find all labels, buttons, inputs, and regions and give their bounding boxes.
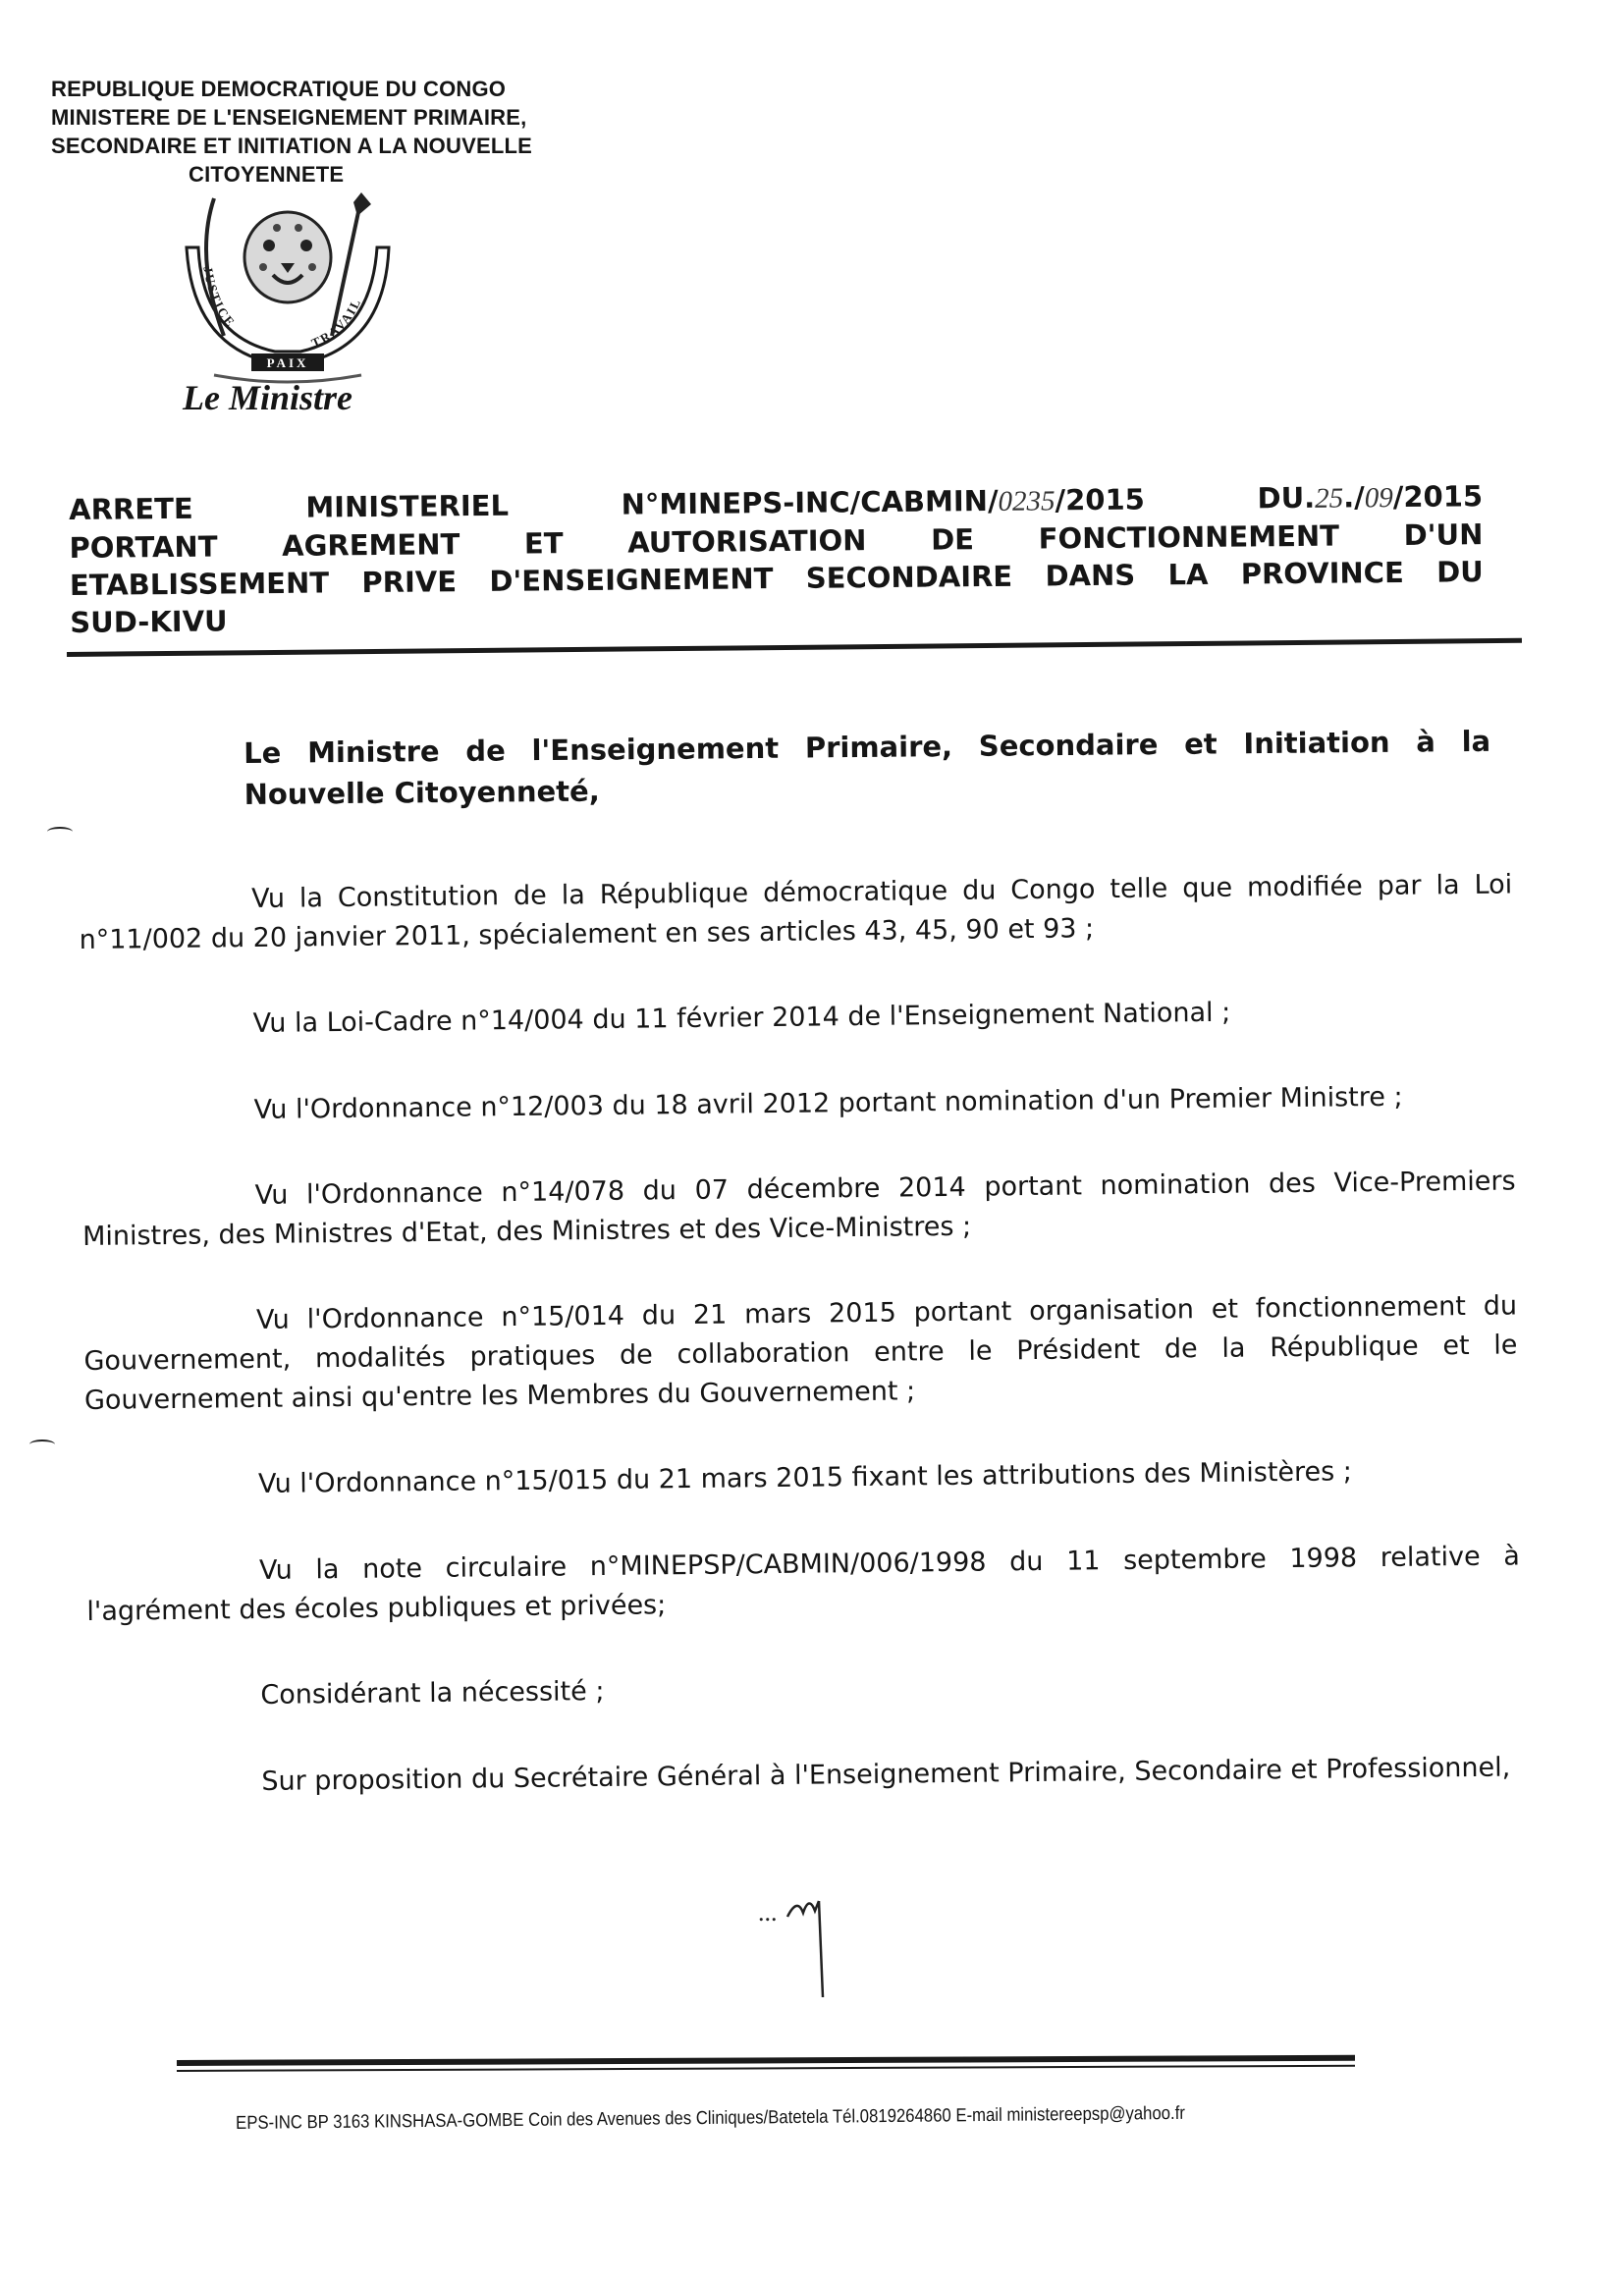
title-word: FONCTIONNEMENT xyxy=(1038,518,1340,556)
motto-left: JUSTICE xyxy=(200,265,239,331)
minister-heading xyxy=(244,721,1491,815)
coat-of-arms-emblem xyxy=(175,189,401,385)
minister-signature-title: Le Ministre xyxy=(183,378,353,417)
title-word: PORTANT xyxy=(69,529,218,565)
preamble-paragraph: Vu l'Ordonnance n°15/014 du 21 mars 2015 portant organisation et fonctionnement du Gouvernement, modalités pratiques de collaboration entre le Président de la République et le Gouvernement ainsi qu'entre les Membres du Gouvernement ; xyxy=(83,1290,1518,1416)
letterhead-ministry-line1: MINISTERE DE L'ENSEIGNEMENT PRIMAIRE, xyxy=(51,105,527,130)
handwritten-month: 09 xyxy=(1364,482,1393,515)
title-word: AGREMENT xyxy=(282,527,460,563)
title-word: DE xyxy=(930,522,975,557)
margin-mark xyxy=(29,1440,55,1449)
motto-right: TRAVAIL xyxy=(308,295,364,351)
decree-preamble xyxy=(79,865,1523,1849)
decree-title xyxy=(69,477,1484,641)
title-word: LA xyxy=(1167,557,1209,592)
handwritten-number: 0235 xyxy=(998,485,1056,517)
title-word: ARRETE xyxy=(69,491,193,526)
decree-number: N°MINEPS-INC/CABMIN/0235/2015 xyxy=(621,482,1146,521)
preamble-paragraph: Vu la Constitution de la République démocratique du Congo telle que modifiée par la Loi n°11/002 du 20 janvier 2011, spécialement en ses articles 43, 45, 90 et 93 ; xyxy=(79,869,1513,955)
title-word: DU xyxy=(1435,555,1484,589)
handwritten-day: 25 xyxy=(1315,482,1344,515)
continuation-dots: ... xyxy=(758,1898,778,1927)
letterhead-country: REPUBLIQUE DEMOCRATIQUE DU CONGO xyxy=(51,77,507,101)
title-word: SECONDAIRE xyxy=(805,559,1013,595)
title-word: ETABLISSEMENT xyxy=(69,566,330,602)
preamble-paragraph: Considérant la nécessité ; xyxy=(260,1675,605,1711)
title-word: PRIVE xyxy=(361,565,458,600)
title-word: DANS xyxy=(1045,558,1136,593)
title-word: D'ENSEIGNEMENT xyxy=(489,562,774,598)
preamble-paragraph: Vu l'Ordonnance n°14/078 du 07 décembre 2014 portant nomination des Vice-Premiers Ministres, des Ministres d'Etat, des Ministres et des Vice-Ministres ; xyxy=(81,1166,1516,1252)
title-word: D'UN xyxy=(1403,517,1484,552)
title-word: ET xyxy=(523,526,564,561)
title-word: SUD-KIVU xyxy=(70,604,228,639)
preamble-paragraph: Vu l'Ordonnance n°15/015 du 21 mars 2015 fixant les attributions des Ministères ; xyxy=(257,1456,1353,1499)
preamble-paragraph: Vu l'Ordonnance n°12/003 du 18 avril 2012 portant nomination d'un Premier Ministre ; xyxy=(253,1081,1403,1125)
preamble-paragraph: Vu la Loi-Cadre n°14/004 du 11 février 2014 de l'Enseignement National ; xyxy=(252,997,1231,1039)
footer-divider-thick xyxy=(177,2055,1355,2066)
footer-contact: EPS-INC BP 3163 KINSHASA-GOMBE Coin des Avenues des Cliniques/Batetela Tél.0819264860 E-mail ministereepsp@yahoo.fr xyxy=(236,2102,1185,2134)
title-word: AUTORISATION xyxy=(627,523,867,560)
margin-mark xyxy=(47,827,73,837)
minister-heading-line2: Nouvelle Citoyenneté, xyxy=(244,774,600,811)
title-divider xyxy=(67,638,1522,657)
preamble-paragraph: Sur proposition du Secrétaire Général à l'Enseignement Primaire, Secondaire et Professionnel, xyxy=(261,1752,1511,1797)
letterhead-ministry-line3: CITOYENNETE xyxy=(189,162,345,187)
handwritten-initials xyxy=(758,1887,856,2005)
title-word: PROVINCE xyxy=(1240,555,1404,591)
footer-divider-thin xyxy=(177,2065,1355,2072)
minister-heading-line1: Le Ministre de l'Enseignement Primaire, Secondaire et Initiation à la xyxy=(244,724,1491,770)
letterhead-ministry-line2: SECONDAIRE ET INITIATION A LA NOUVELLE xyxy=(51,134,532,158)
letterhead xyxy=(51,75,640,189)
title-word: MINISTERIEL xyxy=(305,488,510,524)
preamble-paragraph: Vu la note circulaire n°MINEPSP/CABMIN/006/1998 du 11 septembre 1998 relative à l'agrément des écoles publiques et privées; xyxy=(86,1541,1521,1627)
motto-center: PAIX xyxy=(266,355,309,370)
decree-date: DU.25./09/2015 xyxy=(1257,479,1484,516)
